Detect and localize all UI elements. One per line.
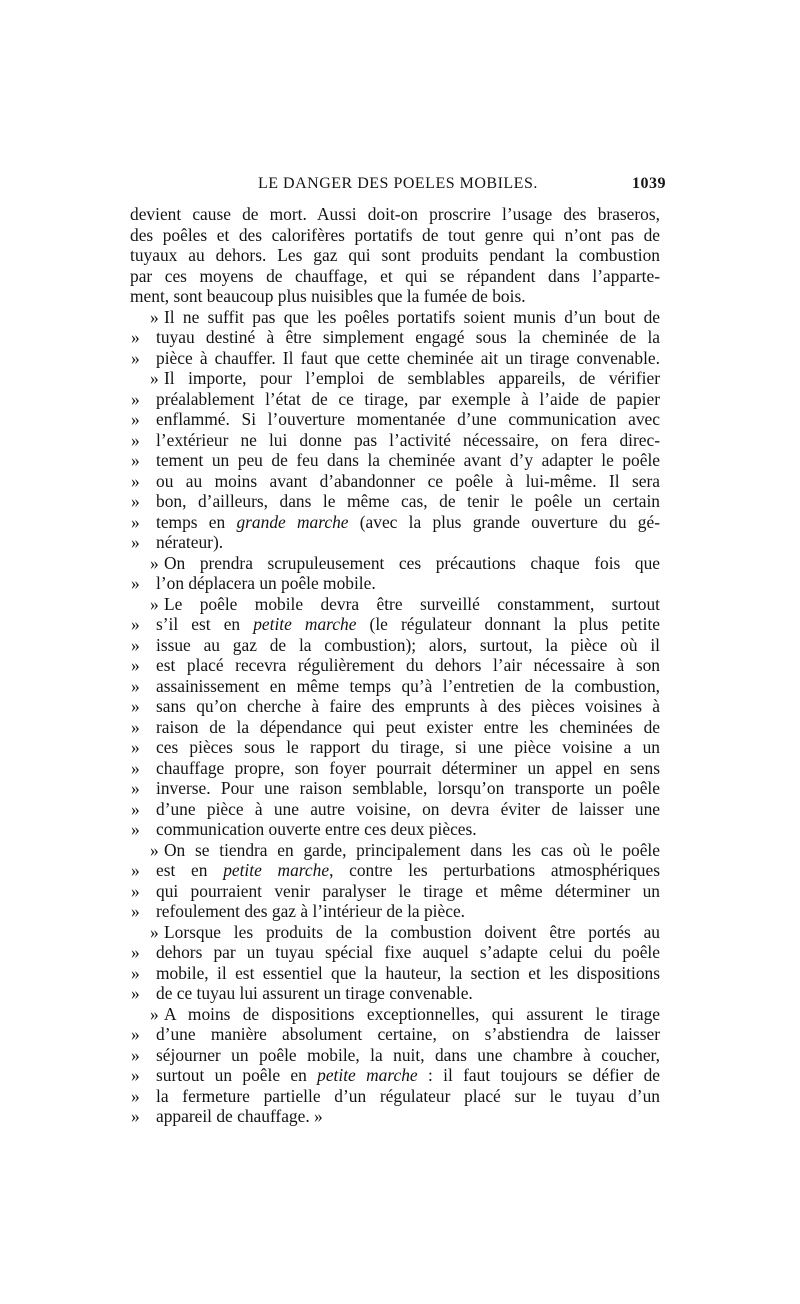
- quoted-line: » temps en grande marche (avec la plus grande ouverture du gé-: [131, 511, 660, 532]
- text-line: des poêles et des calorifères portatifs de tout genre qui n’ont pas de: [130, 224, 660, 245]
- quote-mark: »: [131, 798, 140, 819]
- quoted-line: » On prendra scrupuleusement ces précautions chaque fois que: [150, 552, 660, 573]
- quoted-line: » séjourner un poêle mobile, la nuit, dans une chambre à coucher,: [131, 1044, 660, 1065]
- quote-mark: »: [131, 983, 140, 1003]
- quote-mark: »: [131, 737, 140, 757]
- quote-mark: »: [131, 880, 140, 901]
- body-text: [130, 204, 660, 1127]
- quote-mark: »: [131, 716, 140, 737]
- quote-mark: »: [150, 593, 159, 614]
- italic-term: petite marche: [223, 860, 330, 880]
- quoted-line: » inverse. Pour une raison semblable, lorsqu’on transporte un poêle: [131, 778, 660, 798]
- quote-mark: »: [131, 1044, 140, 1065]
- running-head: [130, 175, 670, 197]
- quote-mark: »: [131, 757, 140, 778]
- quote-mark: »: [131, 819, 140, 839]
- quoted-line: » ou au moins avant d’abandonner ce poêle à lui-même. Il sera: [131, 470, 660, 491]
- quote-mark: »: [150, 368, 159, 388]
- quoted-line: » appareil de chauffage. »: [131, 1106, 323, 1126]
- text-line: ment, sont beaucoup plus nuisibles que la fumée de bois.: [130, 286, 526, 306]
- italic-term: petite marche: [317, 1065, 418, 1085]
- quote-mark: »: [131, 429, 140, 450]
- quote-mark: »: [131, 327, 140, 347]
- quote-mark: »: [131, 696, 140, 716]
- quote-mark: »: [131, 634, 140, 655]
- quoted-line: » la fermeture partielle d’un régulateur placé sur le tuyau d’un: [131, 1085, 660, 1106]
- quote-mark: »: [150, 839, 159, 860]
- quoted-line: » nérateur).: [131, 532, 224, 552]
- quoted-line: » refoulement des gaz à l’intérieur de la pièce.: [131, 901, 466, 921]
- quoted-line: » chauffage propre, son foyer pourrait déterminer un appel en sens: [131, 757, 660, 778]
- quoted-line: » raison de la dépendance qui peut exister entre les cheminées de: [131, 716, 660, 737]
- quote-mark: »: [131, 347, 140, 368]
- text-line: devient cause de mort. Aussi doit-on proscrire l’usage des braseros,: [130, 204, 660, 224]
- quoted-line: » l’extérieur ne lui donne pas l’activité nécessaire, on fera direc-: [131, 429, 660, 450]
- quoted-line: » sans qu’on cherche à faire des emprunts à des pièces voisines à: [131, 696, 660, 716]
- quoted-line: » bon, d’ailleurs, dans le même cas, de tenir le poêle un certain: [131, 491, 660, 511]
- quoted-line: » Le poêle mobile devra être surveillé constamment, surtout: [150, 593, 660, 614]
- quoted-line: » d’une manière absolument certaine, on s’abstiendra de laisser: [131, 1024, 660, 1044]
- quote-mark: »: [150, 1003, 159, 1024]
- quote-mark: »: [131, 614, 140, 634]
- quoted-line: » surtout un poêle en petite marche : il faut toujours se défier de: [131, 1065, 660, 1085]
- quoted-line: » qui pourraient venir paralyser le tirage et même déterminer un: [131, 880, 660, 901]
- quoted-line: » mobile, il est essentiel que la hauteur, la section et les dispositions: [131, 962, 660, 983]
- quoted-line: » pièce à chauffer. Il faut que cette cheminée ait un tirage convenable.: [131, 347, 660, 368]
- quoted-line: » Lorsque les produits de la combustion doivent être portés au: [150, 921, 660, 942]
- quoted-line: » s’il est en petite marche (le régulateur donnant la plus petite: [131, 614, 660, 634]
- quoted-line: » de ce tuyau lui assurent un tirage convenable.: [131, 983, 473, 1003]
- quoted-line: » A moins de dispositions exceptionnelles, qui assurent le tirage: [150, 1003, 660, 1024]
- text-line: par ces moyens de chauffage, et qui se répandent dans l’apparte-: [130, 265, 660, 286]
- quote-mark: »: [131, 860, 140, 880]
- quote-mark: »: [150, 552, 159, 573]
- quote-mark: »: [131, 675, 140, 696]
- quoted-line: » tement un peu de feu dans la cheminée avant d’y adapter le poêle: [131, 450, 660, 470]
- quoted-line: » Il importe, pour l’emploi de semblables appareils, de vérifier: [150, 368, 660, 388]
- quoted-line: » Il ne suffit pas que les poêles portatifs soient munis d’un bout de: [150, 306, 660, 327]
- quote-mark: »: [131, 1065, 140, 1085]
- quote-mark: »: [131, 655, 140, 675]
- quoted-line: » ces pièces sous le rapport du tirage, si une pièce voisine a un: [131, 737, 660, 757]
- quoted-line: » dehors par un tuyau spécial fixe auquel s’adapte celui du poêle: [131, 942, 660, 962]
- quote-mark: »: [131, 450, 140, 470]
- quoted-line: » préalablement l’état de ce tirage, par exemple à l’aide de papier: [131, 388, 660, 409]
- quote-mark: »: [150, 921, 159, 942]
- quoted-line: » d’une pièce à une autre voisine, on devra éviter de laisser une: [131, 798, 660, 819]
- quoted-line: » l’on déplacera un poêle mobile.: [131, 573, 376, 593]
- quote-mark: »: [150, 306, 159, 327]
- quote-mark: »: [131, 409, 140, 429]
- quote-mark: »: [131, 573, 140, 593]
- italic-term: petite marche: [253, 614, 357, 634]
- quoted-line: » communication ouverte entre ces deux pièces.: [131, 819, 477, 839]
- quoted-line: » issue au gaz de la combustion); alors, surtout, la pièce où il: [131, 634, 660, 655]
- quoted-line: » tuyau destiné à être simplement engagé sous la cheminée de la: [131, 327, 660, 347]
- quoted-line: » assainissement en même temps qu’à l’entretien de la combustion,: [131, 675, 660, 696]
- quote-mark: »: [131, 1085, 140, 1106]
- running-title: LE DANGER DES POELES MOBILES.: [258, 175, 538, 192]
- quote-mark: »: [131, 470, 140, 491]
- quote-mark: »: [131, 1106, 140, 1126]
- quote-mark: »: [131, 532, 140, 552]
- quote-mark: »: [131, 778, 140, 798]
- italic-term: grande marche: [236, 511, 349, 532]
- quoted-line: » enflammé. Si l’ouverture momentanée d’une communication avec: [131, 409, 660, 429]
- quote-mark: »: [131, 962, 140, 983]
- quote-mark: »: [131, 388, 140, 409]
- quoted-line: » On se tiendra en garde, principalement dans les cas où le poêle: [150, 839, 660, 860]
- text-line: tuyaux au dehors. Les gaz qui sont produits pendant la combustion: [130, 245, 660, 265]
- quoted-line: » est placé recevra régulièrement du dehors l’air nécessaire à son: [131, 655, 660, 675]
- quote-mark: »: [131, 901, 140, 921]
- page-number: 1039: [632, 175, 666, 192]
- quote-mark: »: [131, 1024, 140, 1044]
- quote-mark: »: [131, 511, 140, 532]
- quote-mark: »: [131, 491, 140, 511]
- quote-mark: »: [131, 942, 140, 962]
- quoted-line: » est en petite marche, contre les perturbations atmosphériques: [131, 860, 660, 880]
